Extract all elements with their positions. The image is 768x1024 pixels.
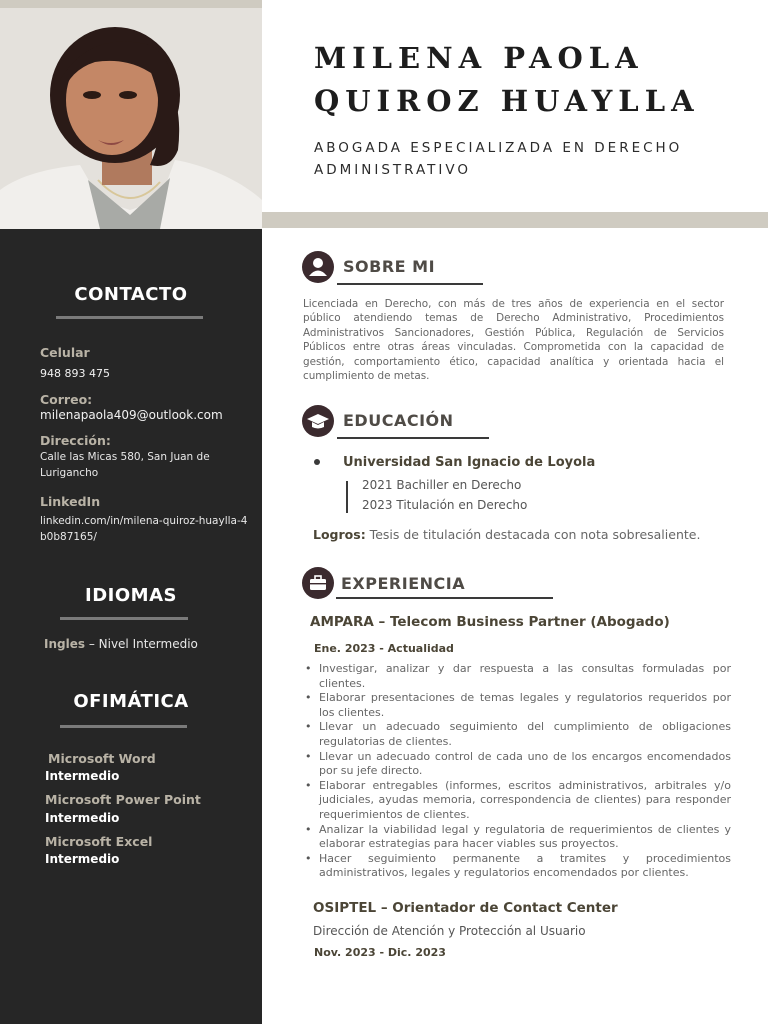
skill-word-level: Intermedio [45, 769, 120, 783]
skill-excel: Microsoft Excel [45, 834, 153, 849]
languages-heading: IDIOMAS [85, 585, 177, 606]
linkedin-link[interactable]: linkedin.com/in/milena-quiroz-huaylla-4b0b87165/ [40, 515, 248, 543]
duty-item: • Llevar un adecuado seguimiento del cumplimiento de obligaciones regulatorias de clientes. [303, 720, 731, 749]
education-heading: EDUCACIÓN [343, 411, 454, 430]
briefcase-icon [302, 567, 334, 599]
skill-powerpoint: Microsoft Power Point [45, 792, 201, 807]
skill-excel-level: Intermedio [45, 852, 120, 866]
education-bullet [314, 459, 320, 465]
skill-powerpoint-level: Intermedio [45, 811, 120, 825]
about-heading: SOBRE MI [343, 257, 436, 276]
language-level: – Nivel Intermedio [85, 637, 198, 651]
address-value: Calle las Micas 580, San Juan de Lurigancho [40, 451, 210, 479]
office-divider [60, 725, 187, 728]
header-band [262, 212, 768, 228]
duty-item: • Hacer seguimiento permanente a tramites y procedimientos administrativos, legales y regulatorios encomendados por clientes. [303, 852, 731, 881]
achievements [313, 527, 700, 542]
address-label: Dirección: [40, 433, 111, 448]
job-2-subtitle: Dirección de Atención y Protección al Usuario [313, 924, 586, 938]
language-name: Ingles [44, 637, 85, 651]
language-item [44, 637, 198, 651]
education-timeline-bar [346, 481, 348, 513]
job-1-title: AMPARA – Telecom Business Partner (Abogado) [310, 614, 670, 630]
email-value[interactable]: milenapaola409@outlook.com [40, 408, 223, 422]
linkedin-label: LinkedIn [40, 494, 101, 509]
job-1-dates: Ene. 2023 - Actualidad [314, 642, 454, 655]
duty-item: • Investigar, analizar y dar respuesta a las consultas formuladas por clientes. [303, 662, 731, 691]
achievements-text: Tesis de titulación destacada con nota sobresaliente. [365, 527, 701, 542]
contact-divider [56, 316, 203, 319]
university-name: Universidad San Ignacio de Loyola [343, 455, 596, 470]
job-2-dates: Nov. 2023 - Dic. 2023 [314, 946, 446, 959]
job-2-title: OSIPTEL – Orientador de Contact Center [313, 900, 618, 916]
name-line-2: QUIROZ HUAYLLA [314, 84, 700, 118]
degree-1: 2021 Bachiller en Derecho [362, 478, 522, 492]
skill-word: Microsoft Word [48, 751, 156, 766]
achievements-label: Logros: [313, 527, 366, 542]
phone-label: Celular [40, 345, 90, 360]
graduation-cap-icon [302, 405, 334, 437]
duty-item: • Llevar un adecuado control de cada uno de los encargos encomendados por su jefe directo. [303, 750, 731, 779]
job-title-line-2: ADMINISTRATIVO [314, 162, 472, 178]
email-label: Correo: [40, 392, 93, 407]
degree-2: 2023 Titulación en Derecho [362, 498, 528, 512]
about-text: Licenciada en Derecho, con más de tres años de experiencia en el sector público atendiendo temas de Derecho Administrativo, Procedimientos Administrativos Sancionadores, Gestión Pública, Regulación de Servicios Públicos entre otras áreas vinculadas. Comprometida con la capacidad de gestión, comportamiento ético, capacidad analítica y orientada hacia el cumplimiento de metas. [303, 298, 724, 383]
profile-photo [0, 0, 262, 229]
phone-value[interactable]: 948 893 475 [40, 367, 110, 380]
job-1-duties [303, 662, 731, 881]
job-title-line-1: ABOGADA ESPECIALIZADA EN DERECHO [314, 140, 683, 156]
about-divider [337, 283, 483, 285]
experience-divider [336, 597, 553, 599]
full-name [314, 37, 700, 123]
duty-item: • Elaborar entregables (informes, escritos administrativos, arbitrales y/o judiciales, ayudas memoria, correspondencia de clientes) para responder requerimientos de clientes. [303, 779, 731, 823]
job-title [314, 137, 682, 181]
education-divider [337, 437, 489, 439]
name-line-1: MILENA PAOLA [314, 41, 644, 75]
experience-heading: EXPERIENCIA [341, 574, 466, 593]
contact-heading: CONTACTO [74, 284, 188, 305]
duty-item: • Elaborar presentaciones de temas legales y regulatorios requeridos por los clientes. [303, 691, 731, 720]
duty-item: • Analizar la viabilidad legal y regulatoria de requerimientos de clientes y elaborar estrategias para hacer viables sus proyectos. [303, 823, 731, 852]
languages-divider [60, 617, 188, 620]
user-icon [302, 251, 334, 283]
office-heading: OFIMÁTICA [73, 691, 189, 712]
